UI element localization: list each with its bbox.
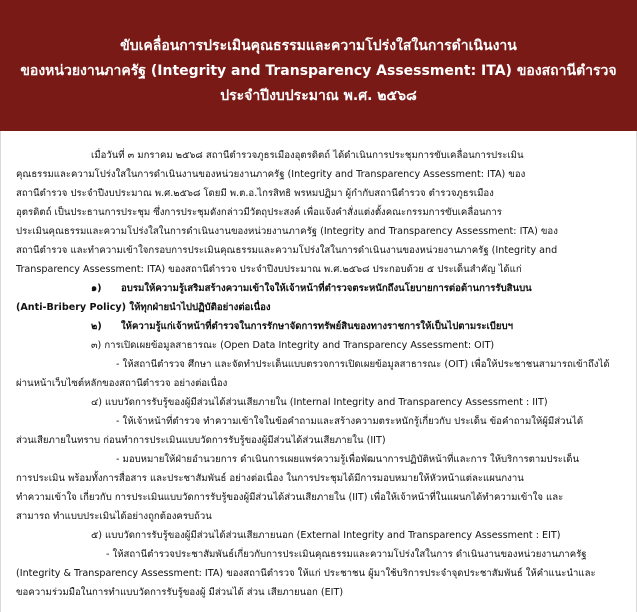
item-3-desc: ผ่านหน้าเว็บไซต์หลักของสถานีตำรวจ อย่างต่อเนื่อง: [16, 378, 228, 389]
item-1-heading: [16, 279, 624, 298]
item-2-number: ๒): [91, 321, 102, 332]
item-1-continuation: (Anti-Bribery Policy) ให้ทุกฝ่ายนำไปปฏิบัติอย่างต่อเนื่อง: [16, 302, 271, 313]
item-3-heading: ๓) การเปิดเผยข้อมูลสาธารณะ (Open Data Integrity and Transparency Assessment: OIT): [91, 340, 495, 351]
article-body: [0, 131, 637, 612]
page-header: [0, 0, 637, 131]
item-4-desc-2: สามารถ ทำแบบประเมินได้อย่างถูกต้องครบถ้วน: [16, 511, 212, 522]
intro-line: คุณธรรมและความโปร่งใสในการดำเนินงานของหน่วยงานภาครัฐ (Integrity and Transparency Assessment: ITA) ของ: [16, 169, 526, 180]
item-1-number: ๑): [91, 283, 102, 294]
item-5-desc: (Integrity & Transparency Assessment: ITA) ของสถานีตำรวจ ให้แก่ ประชาชน ผู้มาใช้บริการประจำจุดประชาสัมพันธ์ ให้คำแนะนำและ: [16, 568, 596, 579]
item-4-heading: ๔) แบบวัดการรับรู้ของผู้มีส่วนได้ส่วนเสียภายใน (Internal Integrity and Transparency Assessment : IIT): [91, 397, 548, 408]
item-4-desc: - ให้เจ้าหน้าที่ตำรวจ ทำความเข้าใจในข้อคำถามและสร้างความตระหนักรู้เกี่ยวกับ ประเด็น ข้อคำถามให้ผู้มีส่วนได้: [116, 416, 584, 427]
item-4-desc-2: - มอบหมายให้ฝ่ายอำนวยการ ดำเนินการเผยแพร่ความรู้เพื่อพัฒนาการปฏิบัติหน้าที่และการ ให้บริการตามประเด็น: [116, 454, 580, 465]
item-4-desc-2: ทำความเข้าใจ เกี่ยวกับ การประเมินแบบวัดการรับรู้ของผู้มีส่วนได้ส่วนเสียภายใน (IIT) เพื่อให้เจ้าหน้าที่ในแผนกได้ทำความเข้าใจ และ: [16, 492, 564, 503]
intro-line: อุตรดิตถ์ เป็นประธานการประชุม ซึ่งการประชุมดังกล่าวมีวัตถุประสงค์ เพื่อแจ้งคำสั่งแต่งตั้งคณะกรรมการขับเคลื่อนการ: [16, 207, 502, 218]
item-5-desc: ขอความร่วมมือในการทำแบบวัดการรับรู้ของผู้ มีส่วนได้ ส่วน เสียภายนอก (EIT): [16, 587, 344, 598]
item-3-desc: - ให้สถานีตำรวจ ศึกษา และจัดทำประเด็นแบบตรวจการเปิดเผยข้อมูลสาธารณะ (OIT) เพื่อให้ประชาชนสามารถเข้าถึงได้: [116, 359, 610, 370]
intro-line: ประเมินคุณธรรมและความโปร่งใสในการดำเนินงานของหน่วยงานภาครัฐ (Integrity and Transparency Assessment: ITA) ของ: [16, 226, 558, 237]
intro-line: Transparency Assessment: ITA) ของสถานีตำรวจ ประจำปีงบประมาณ พ.ศ.๒๕๖๘ ประกอบด้วย ๕ ประเด็นสำคัญ ได้แก่: [16, 264, 522, 275]
item-2-heading: [16, 317, 624, 336]
title-line-3: ประจำปีงบประมาณ พ.ศ. ๒๕๖๘: [220, 88, 417, 104]
intro-line: เมื่อวันที่ ๓ มกราคม ๒๕๖๘ สถานีตำรวจภูธรเมืองอุตรดิตถ์ ได้ดำเนินการประชุมการขับเคลื่อนการประเมิน: [91, 150, 524, 161]
intro-line: สถานีตำรวจ ประจำปีงบประมาณ พ.ศ.๒๕๖๘ โดยมี พ.ต.อ.ไกรสิทธิ พรหมปฏิมา ผู้กำกับสถานีตำรวจ ตำรวจภูธรเมือง: [16, 188, 494, 199]
intro-line: สถานีตำรวจ และทำความเข้าใจกรอบการประเมินคุณธรรมและความโปร่งใสในการดำเนินงานของหน่วยงานภาครัฐ (Integrity and: [16, 245, 558, 256]
item-4-desc-2: การประเมิน พร้อมทั้งการสื่อสาร และประชาสัมพันธ์ อย่างต่อเนื่อง ในการประชุมได้มีการมอบหมายให้หัวหน้าแต่ละแผนกงาน: [16, 473, 524, 484]
title-line-1: ขับเคลื่อนการประเมินคุณธรรมและความโปร่งใสในการดำเนินงาน: [120, 38, 517, 54]
item-1-text: อบรมให้ความรู้เสริมสร้างความเข้าใจให้เจ้าหน้าที่ตำรวจตระหนักถึงนโยบายการต่อต้านการรับสินบน: [121, 283, 532, 294]
item-2-text: ให้ความรู้แก่เจ้าหน้าที่ตำรวจในการรักษาจัดการทรัพย์สินของทางราชการให้เป็นไปตามระเบียบฯ: [121, 321, 513, 332]
item-5-desc: - ให้สถานีตำรวจประชาสัมพันธ์เกี่ยวกับการประเมินคุณธรรมและความโปร่งใสในการ ดำเนินงานของหน่วยงานภาครัฐ: [106, 549, 587, 560]
title-line-2: ของหน่วยงานภาครัฐ (Integrity and Transparency Assessment: ITA) ของสถานีตำรวจ: [20, 63, 617, 79]
item-4-desc: ส่วนเสียภายในทราบ ก่อนทำการประเมินแบบวัดการรับรู้ของผู้มีส่วนได้ส่วนเสียภายใน (IIT): [16, 435, 386, 446]
item-5-heading: ๕) แบบวัดการรับรู้ของผู้มีส่วนได้ส่วนเสียภายนอก (External Integrity and Transparency Assessment : EIT): [91, 530, 561, 541]
